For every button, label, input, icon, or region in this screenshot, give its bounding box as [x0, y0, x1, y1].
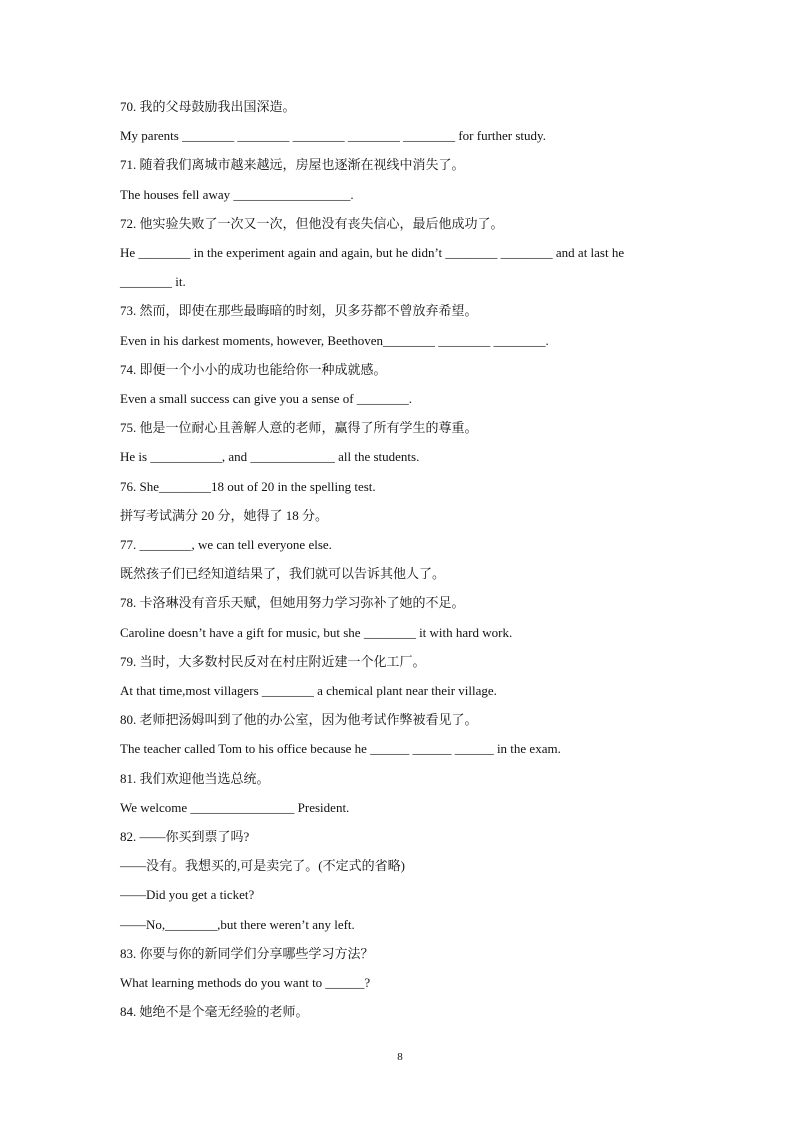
- question-73-prompt: 73. 然而，即使在那些最晦暗的时刻，贝多芬都不曾放弃希望。: [120, 303, 478, 319]
- question-70-sentence: My parents ________ ________ ________ ________ ________ for further study.: [120, 128, 546, 144]
- question-82-sentence-q: ——Did you get a ticket?: [120, 887, 255, 903]
- question-77-sentence: 77. ________, we can tell everyone else.: [120, 537, 332, 553]
- question-78-prompt: 78. 卡洛琳没有音乐天赋，但她用努力学习弥补了她的不足。: [120, 595, 465, 611]
- question-72-sentence: He ________ in the experiment again and again, but he didn’t ________ ________ and at last he: [120, 245, 625, 261]
- question-76-sentence: 76. She________18 out of 20 in the spelling test.: [120, 478, 376, 494]
- question-71-sentence: The houses fell away __________________.: [120, 186, 354, 202]
- question-79-sentence: At that time,most villagers ________ a chemical plant near their village.: [120, 683, 497, 699]
- question-83-sentence: What learning methods do you want to ______?: [120, 975, 371, 991]
- question-82-prompt-q: 82. ——你买到票了吗?: [120, 829, 250, 845]
- question-76-prompt: 拼写考试满分 20 分，她得了 18 分。: [120, 507, 329, 523]
- question-79-prompt: 79. 当时，大多数村民反对在村庄附近建一个化工厂。: [120, 653, 426, 669]
- question-75-prompt: 75. 他是一位耐心且善解人意的老师，赢得了所有学生的尊重。: [120, 420, 478, 436]
- question-80-prompt: 80. 老师把汤姆叫到了他的办公室，因为他考试作弊被看见了。: [120, 712, 478, 728]
- question-77-prompt: 既然孩子们已经知道结果了，我们就可以告诉其他人了。: [120, 566, 446, 582]
- question-72-sentence-cont: ________ it.: [120, 274, 186, 290]
- question-70-prompt: 70. 我的父母鼓励我出国深造。: [120, 99, 296, 114]
- question-78-sentence: Caroline doesn’t have a gift for music, but she ________ it with hard work.: [120, 624, 513, 640]
- question-84-prompt: 84. 她绝不是个毫无经验的老师。: [120, 1004, 309, 1020]
- question-74-prompt: 74. 即便一个小小的成功也能给你一种成就感。: [120, 361, 387, 377]
- page-number: 8: [397, 1051, 403, 1063]
- question-73-sentence: Even in his darkest moments, however, Beethoven________ ________ ________.: [120, 332, 549, 348]
- question-83-prompt: 83. 你要与你的新同学们分享哪些学习方法？: [120, 945, 374, 961]
- question-74-sentence: Even a small success can give you a sense of ________.: [120, 391, 413, 407]
- question-82-sentence-a: ——No,________,but there weren’t any left.: [120, 916, 355, 932]
- question-72-prompt: 72. 他实验失败了一次又一次，但他没有丧失信心，最后他成功了。: [120, 215, 504, 231]
- exercise-list: [120, 92, 700, 1027]
- question-82-prompt-a: ——没有。我想买的,可是卖完了。(不定式的省略): [120, 858, 405, 874]
- question-81-prompt: 81. 我们欢迎他当选总统。: [120, 770, 270, 786]
- question-71-prompt: 71. 随着我们离城市越来越远，房屋也逐渐在视线中消失了。: [120, 157, 465, 173]
- question-75-sentence: He is ___________, and _____________ all the students.: [120, 449, 420, 465]
- question-80-sentence: The teacher called Tom to his office because he ______ ______ ______ in the exam.: [120, 741, 561, 757]
- question-81-sentence: We welcome ________________ President.: [120, 799, 350, 815]
